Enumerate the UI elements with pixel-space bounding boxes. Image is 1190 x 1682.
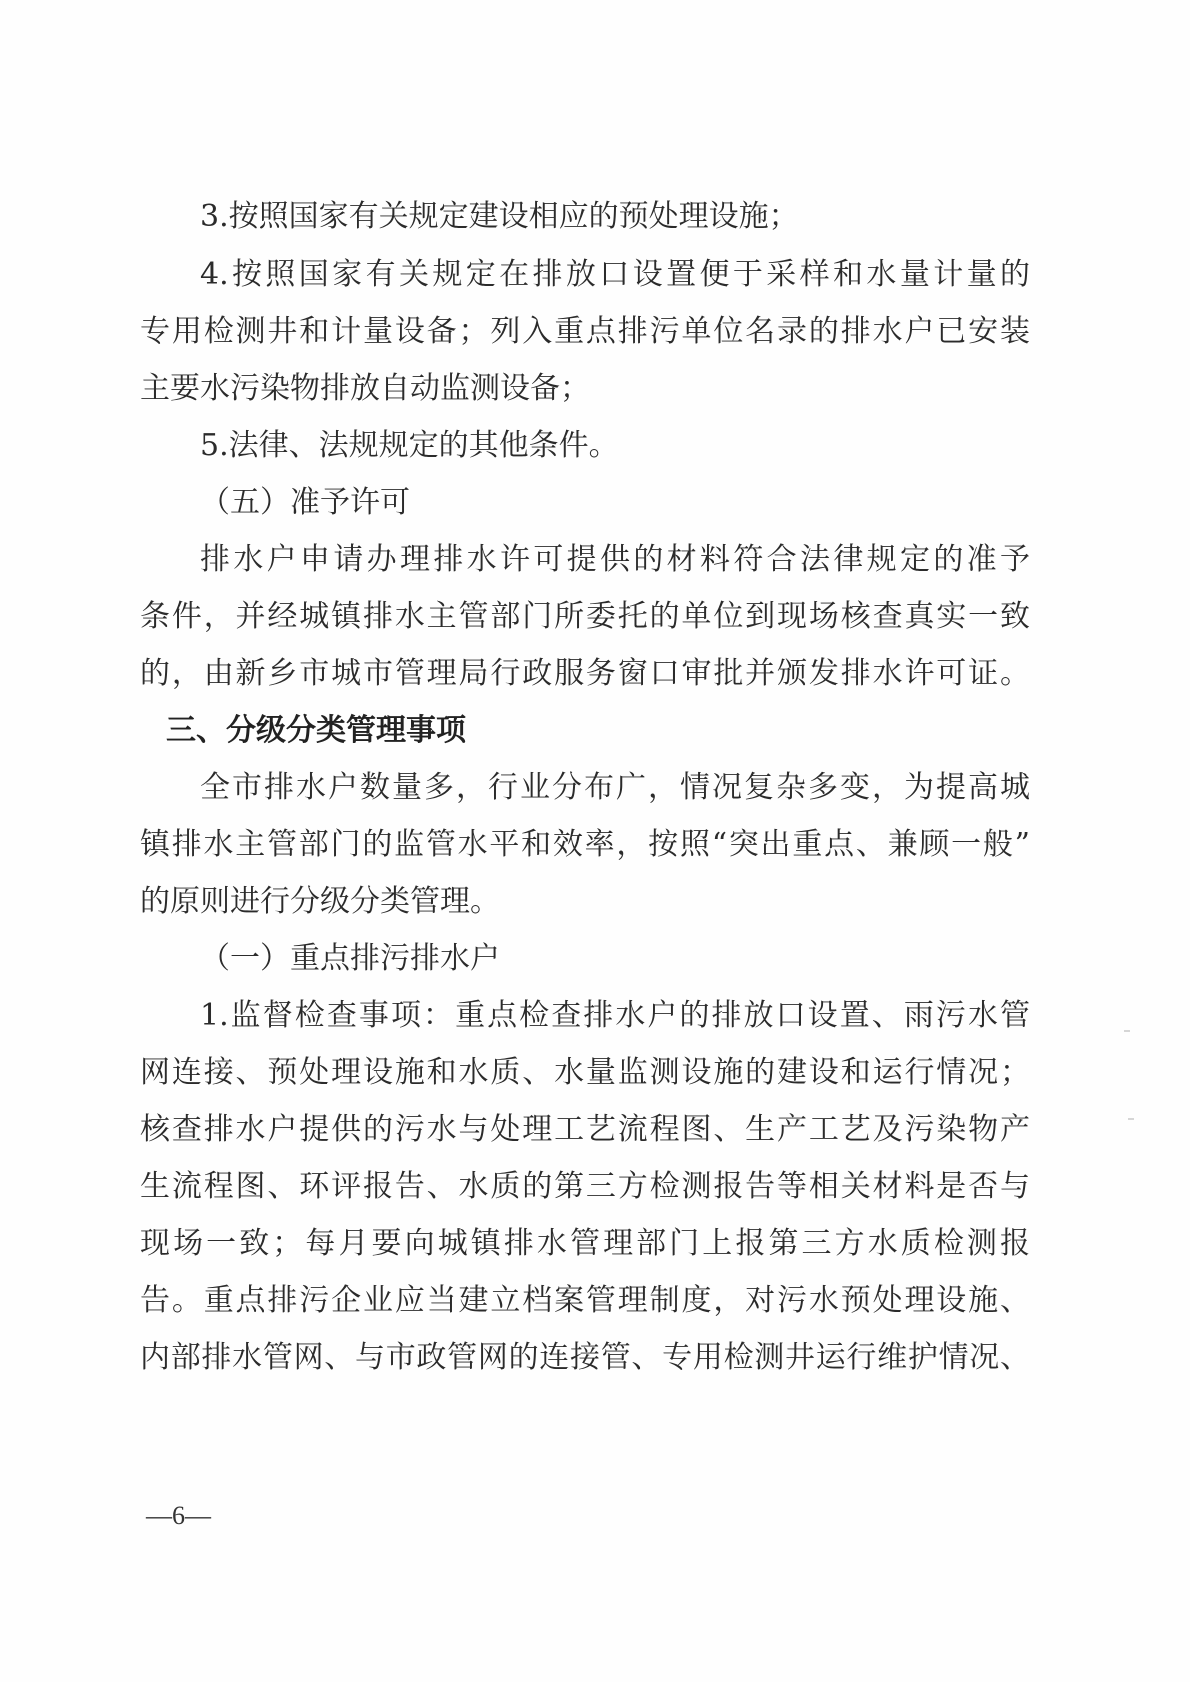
- scan-speck: [1124, 1030, 1130, 1032]
- paragraph-line: 现场一致；每月要向城镇排水管理部门上报第三方水质检测报: [140, 1226, 1030, 1261]
- subsection-heading: （五）准予许可: [200, 485, 410, 520]
- paragraph-line: 全市排水户数量多，行业分布广，情况复杂多变，为提高城: [200, 770, 1030, 805]
- paragraph-line: 的，由新乡市城市管理局行政服务窗口审批并颁发排水许可证。: [140, 656, 1030, 691]
- paragraph-line: 条件，并经城镇排水主管部门所委托的单位到现场核查真实一致: [140, 599, 1030, 634]
- paragraph-line: 5.法律、法规规定的其他条件。: [200, 428, 619, 463]
- paragraph-line: 的原则进行分级分类管理。: [140, 884, 500, 919]
- paragraph-line: 生流程图、环评报告、水质的第三方检测报告等相关材料是否与: [140, 1169, 1030, 1204]
- section-heading: 三、分级分类管理事项: [166, 713, 466, 748]
- paragraph-line: 主要水污染物排放自动监测设备；: [140, 371, 590, 406]
- paragraph-line: 4.按照国家有关规定在排放口设置便于采样和水量计量的: [200, 257, 1030, 292]
- paragraph-line: 排水户申请办理排水许可提供的材料符合法律规定的准予: [200, 542, 1030, 577]
- paragraph-line: 告。重点排污企业应当建立档案管理制度，对污水预处理设施、: [140, 1283, 1030, 1318]
- scan-speck: [1128, 1118, 1134, 1120]
- page-number: —6—: [146, 1501, 211, 1530]
- paragraph-line: 专用检测井和计量设备；列入重点排污单位名录的排水户已安装: [140, 314, 1030, 349]
- paragraph-line: 网连接、预处理设施和水质、水量监测设施的建设和运行情况；: [140, 1055, 1030, 1090]
- paragraph-line: 内部排水管网、与市政管网的连接管、专用检测井运行维护情况、: [140, 1340, 1030, 1375]
- subsection-heading: （一）重点排污排水户: [200, 941, 500, 976]
- paragraph-line: 镇排水主管部门的监管水平和效率，按照“突出重点、兼顾一般”: [140, 827, 1030, 862]
- paragraph-line: 核查排水户提供的污水与处理工艺流程图、生产工艺及污染物产: [140, 1112, 1030, 1147]
- paragraph-line: 1.监督检查事项：重点检查排水户的排放口设置、雨污水管: [200, 998, 1030, 1033]
- paragraph-line: 3.按照国家有关规定建设相应的预处理设施；: [200, 199, 799, 234]
